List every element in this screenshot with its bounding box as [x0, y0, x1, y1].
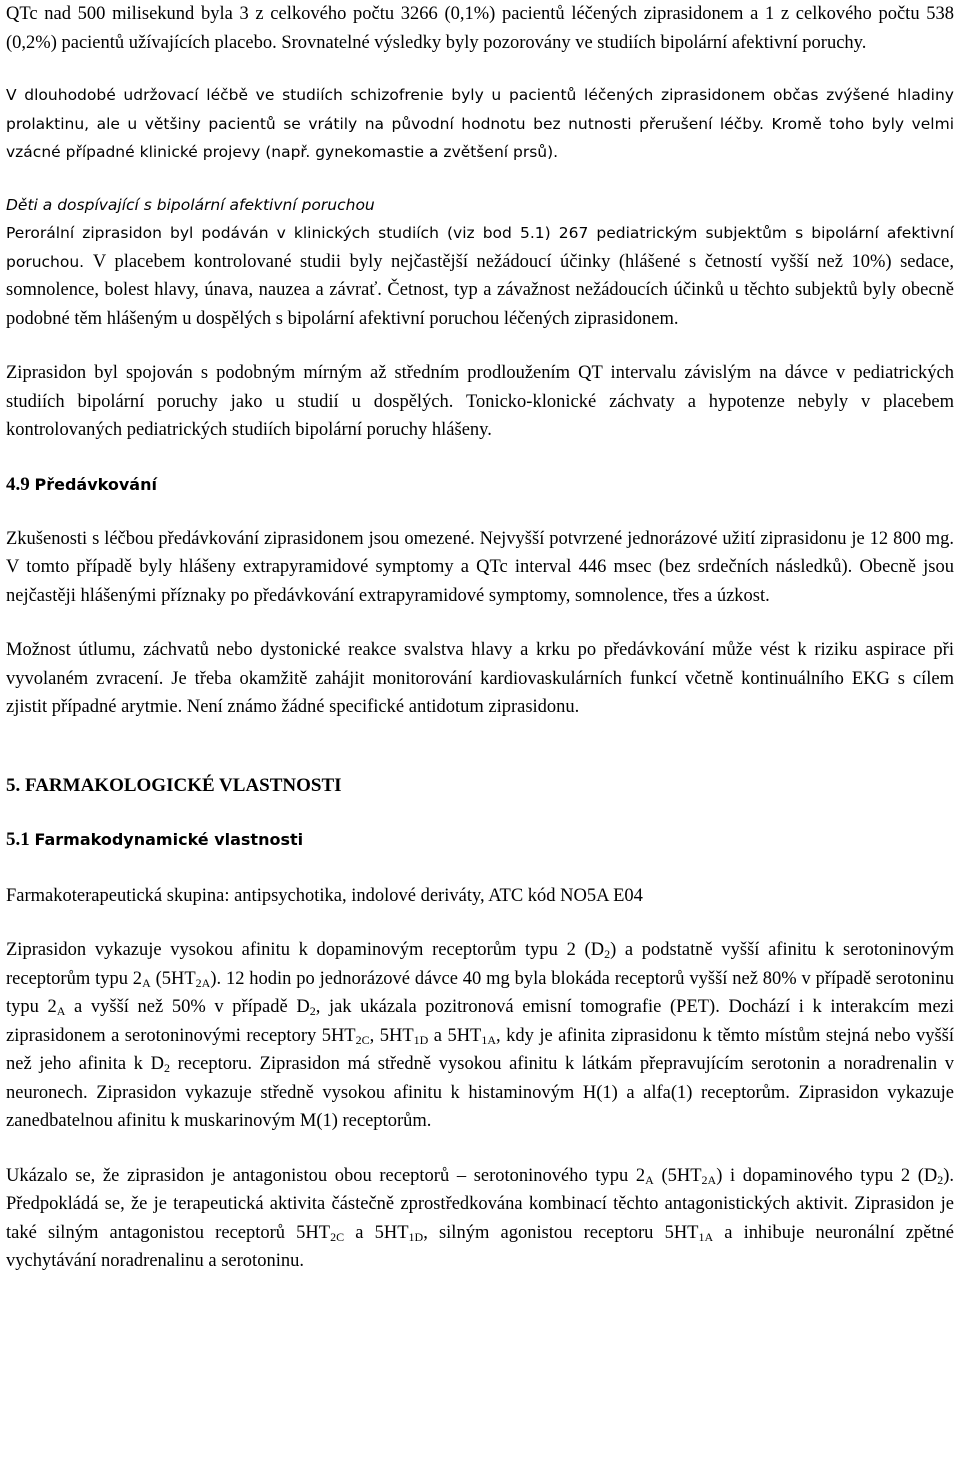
- text: ). Předpokládá se, že je terapeutická aktivita částečně zprostředkována kombinací těchto antagonistických aktivit. Ziprasidon je také silným antagonistou receptorů 5HT: [6, 1165, 955, 1243]
- section-title: Předávkování: [34, 474, 157, 494]
- subscript: 2: [937, 1172, 944, 1187]
- section-number: 4.9: [6, 473, 30, 495]
- spacer: [6, 910, 954, 936]
- text: (5HT: [150, 968, 196, 989]
- spacer: [6, 800, 954, 826]
- subscript: 2: [163, 1061, 170, 1075]
- paragraph-qtc-text: QTc nad 500 milisekund byla 3 z celkového počtu 3266 (0,1%) pacientů léčených ziprasidonem a 1 z celkového počtu 538 (0,2%) pacientů užívajících placebo. Srovnatelné výsledky byly pozorovány ve studiích bipolární afektivní poruchy.: [6, 4, 954, 53]
- subscript: 2A: [195, 975, 211, 990]
- subscript: 1A: [698, 1229, 714, 1244]
- spacer: [6, 499, 954, 525]
- text: ) i dopaminového typu 2 (D: [716, 1165, 938, 1186]
- text: a inhibuje neuronální zpětné vychytávání noradrenalinu a serotoninu.: [6, 1222, 954, 1271]
- document-page: [6, 0, 954, 1276]
- spacer: [6, 854, 954, 882]
- subscript: A: [56, 1004, 66, 1018]
- paragraph-prolactin: [6, 81, 954, 167]
- text: (5HT: [653, 1165, 702, 1186]
- text: receptoru. Ziprasidon má středně vysokou afinitu k látkám přepravujícím serotonin a noradrenalin v neuronech. Ziprasidon vykazuje středně vysokou afinitu k histaminovým H(1) a alfa(1) receptorům. Ziprasidon vykazuje zanedbatelnou afinitu k muskarinovým M(1) receptorům.: [6, 1054, 954, 1131]
- paragraph-overdose: Zkušenosti s léčbou předávkování ziprasidonem jsou omezené. Nejvyšší potvrzené jednorázové užití ziprasidonu je 12 800 mg. V tomto případě byly hlášeny extrapyramidové symptomy a QTc interval 446 msec (bez srdečních následků). Obecně jsou nejčastěji hlášenými příznaky po předávkování extrapyramidové symptomy, somnolence, třes a úzkost.: [6, 528, 954, 606]
- paragraph-prolactin-text: V dlouhodobé udržovací léčbě ve studiích schizofrenie byly u pacientů léčených ziprasidonem občas zvýšené hladiny prolaktinu, ale u většiny pacientů se vrátily na původní hodnotu bez nutnosti přerušení léčby.: [6, 86, 954, 133]
- spacer: [6, 610, 954, 636]
- spacer: [6, 167, 954, 191]
- paragraph-affinity: [6, 936, 954, 1136]
- section-title: Farmakodynamické vlastnosti: [34, 829, 304, 849]
- paragraph-overdose-risk: Možnost útlumu, záchvatů nebo dystonické reakce svalstva hlavy a krku po předávkování může vést k riziku aspirace při vyvolaném zvracení. Je třeba okamžitě zahájit monitorování kardiovaskulárních funkcí včetně kontinuálního EKG s cílem zjistit případné arytmie. Není známo žádné specifické antidotum ziprasidonu.: [6, 640, 954, 717]
- spacer: [6, 722, 954, 772]
- spacer: [6, 333, 954, 359]
- spacer: [6, 445, 954, 471]
- paragraph-antagonist: [6, 1162, 954, 1276]
- paragraph-qt-pediatric: Ziprasidon byl spojován s podobným mírným až středním prodloužením QT intervalu závislým na dávce v pediatrických studiích bipolární poruchy jako u studií u dospělých. Tonicko-klonické záchvaty a hypotenze nebyly v placebem kontrolovaných pediatrických studiích bipolární poruchy hlášeny.: [6, 363, 954, 440]
- subscript: 2: [604, 947, 611, 961]
- paragraph-pediatric: [6, 219, 954, 333]
- subscript: 2A: [701, 1172, 717, 1187]
- subscript: 2C: [330, 1229, 345, 1244]
- subscript: 1D: [408, 1229, 424, 1244]
- subscript: 2: [309, 1004, 316, 1018]
- text: ). 12 hodin po jednorázové dávce 40 mg byla blokáda receptorů vyšší než 80% v případě serotoninu typu 2: [6, 968, 955, 1017]
- spacer: [6, 1136, 954, 1162]
- text: , jak ukázala pozitronová emisní tomografie (PET). Dochází i k interakcím mezi ziprasidonem a serotoninovými receptory 5HT: [6, 997, 955, 1046]
- subscript: A: [142, 975, 151, 990]
- subheading-children: Děti a dospívající s bipolární afektivní poruchou: [6, 195, 375, 214]
- paragraph-prolactin-text-c: Kromě toho byly velmi vzácné případné klinické projevy (např. gynekomastie a zvětšení prsů).: [6, 114, 954, 161]
- spacer: [6, 57, 954, 81]
- paragraph-pediatric-text-b: V placebem kontrolované studii byly nejčastější nežádoucí účinky (hlášené s četností vyšší než 10%) sedace, somnolence, bolest hlavy, únava, nauzea a závrať. Četnost, typ a závažnost nežádoucích účinků u těchto subjektů byly obecně podobné těm hlášeným u dospělých s bipolární afektivní poruchou léčených ziprasidonem.: [6, 251, 954, 329]
- subscript: 1A: [481, 1032, 497, 1047]
- paragraph-pharmaco-group: Farmakoterapeutická skupina: antipsychotika, indolové deriváty, ATC kód NO5A E04: [6, 885, 643, 906]
- text: Ukázalo se, že ziprasidon je antagonistou obou receptorů – serotoninového typu 2: [6, 1165, 646, 1186]
- text: , silným agonistou receptoru 5HT: [423, 1222, 699, 1243]
- text: Ziprasidon vykazuje vysokou afinitu k dopaminovým receptorům typu 2 (D: [6, 940, 605, 960]
- subscript: A: [645, 1172, 654, 1187]
- subscript: 2C: [355, 1032, 370, 1047]
- text: a 5HT: [344, 1222, 409, 1243]
- text: , kdy je afinita ziprasidonu k těmto místům stejná nebo vyšší než jeho afinita k D: [6, 1025, 954, 1074]
- paragraph-pediatric-text-a: Perorální ziprasidon byl podáván v klinických studiích (viz bod 5.1) 267 pediatrickým subjektům s bipolární afektivní poruchou.: [6, 224, 954, 271]
- section-number: 5.1: [6, 828, 30, 850]
- paragraph-qtc: [6, 0, 954, 57]
- section-heading-5-1: [6, 826, 954, 854]
- section-heading-4-9: [6, 471, 954, 499]
- section-heading-5: 5. FARMAKOLOGICKÉ VLASTNOSTI: [6, 774, 342, 796]
- subscript: 1D: [413, 1032, 429, 1047]
- text: a 5HT: [428, 1025, 482, 1046]
- text: ) a podstatně vyšší afinitu k serotoninovým receptorům typu 2: [6, 940, 954, 989]
- text: , 5HT: [369, 1025, 414, 1046]
- text: a vyšší než 50% v případě D: [65, 997, 310, 1017]
